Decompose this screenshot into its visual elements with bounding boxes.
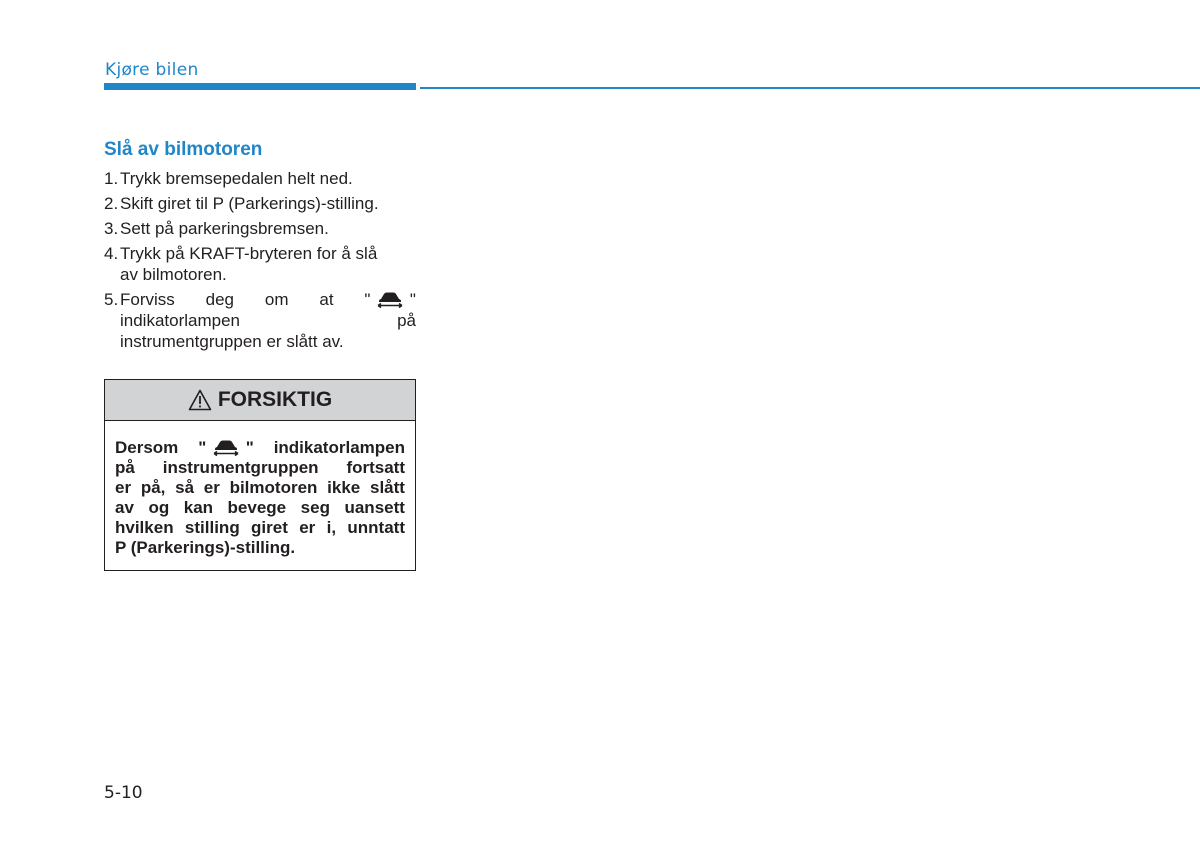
- caution-word: fortsatt: [346, 458, 405, 477]
- caution-word: er: [203, 478, 220, 497]
- caution-word: er: [115, 478, 132, 497]
- step-number: 2.: [104, 194, 119, 213]
- step-text-line: instrumentgruppen er slått av.: [120, 332, 344, 351]
- caution-box: [104, 379, 416, 571]
- section-title: Slå av bilmotoren: [104, 139, 263, 160]
- caution-title: FORSIKTIG: [217, 388, 333, 411]
- caution-line: P (Parkerings)-stilling.: [115, 538, 296, 557]
- caution-line: [115, 498, 405, 518]
- car-indicator-icon: [375, 290, 405, 308]
- caution-word: på: [115, 458, 135, 477]
- page-number: 5-10: [104, 783, 143, 803]
- caution-line: [115, 478, 405, 498]
- caution-word: og: [148, 498, 170, 517]
- warning-triangle-icon: [188, 389, 212, 411]
- step-word: på: [397, 311, 416, 330]
- step-number: 1.: [104, 169, 119, 188]
- caution-word: stilling: [184, 518, 240, 537]
- caution-word: giret: [251, 518, 288, 537]
- caution-word: instrumentgruppen: [162, 458, 319, 477]
- step-number: 4.: [104, 244, 119, 263]
- step-list: [104, 168, 416, 356]
- caution-word: i,: [326, 518, 337, 537]
- step-word: at: [319, 290, 334, 309]
- caution-header: [105, 380, 415, 421]
- caution-word: seg: [300, 498, 330, 517]
- caution-word: slått: [369, 478, 405, 497]
- caution-word: på,: [140, 478, 166, 497]
- caution-word: unntatt: [347, 518, 405, 537]
- quote-mark: ": [198, 438, 207, 457]
- step-text-line: Trykk på KRAFT-bryteren for å slå: [120, 244, 378, 263]
- car-indicator-icon: [211, 438, 241, 456]
- header-rule-thin: [420, 87, 1200, 89]
- caution-word: hvilken: [115, 518, 174, 537]
- caution-word: ikke: [327, 478, 361, 497]
- header-rule-thick: [104, 83, 416, 90]
- quote-mark: ": [409, 290, 416, 309]
- step-word: deg: [205, 290, 235, 309]
- caution-word: er: [299, 518, 316, 537]
- step-word: om: [264, 290, 289, 309]
- step-number: 3.: [104, 219, 119, 238]
- step-word: Forviss: [120, 290, 175, 309]
- caution-word: bilmotoren: [229, 478, 318, 497]
- caution-line: [115, 518, 405, 538]
- list-item: [104, 218, 416, 239]
- list-item: [104, 243, 416, 285]
- quote-mark: ": [364, 290, 371, 309]
- list-item: [104, 168, 416, 189]
- caution-word: indikatorlampen: [273, 438, 405, 457]
- caution-text: [105, 421, 415, 558]
- caution-word: bevege: [227, 498, 287, 517]
- step-word: indikatorlampen: [120, 311, 241, 330]
- step-text: Trykk bremsepedalen helt ned.: [120, 169, 353, 188]
- step-number: 5.: [104, 290, 119, 309]
- running-header: Kjøre bilen: [105, 60, 199, 80]
- caution-line: [115, 458, 405, 478]
- step-text-line: av bilmotoren.: [120, 265, 227, 284]
- quote-mark: ": [245, 438, 254, 457]
- caution-word: så: [175, 478, 195, 497]
- step-text: Sett på parkeringsbremsen.: [120, 219, 329, 238]
- caution-word: Dersom: [115, 438, 179, 457]
- caution-word: uansett: [344, 498, 405, 517]
- step-text: Skift giret til P (Parkerings)-stilling.: [120, 194, 379, 213]
- caution-word: kan: [183, 498, 214, 517]
- list-item: [104, 193, 416, 214]
- caution-word: av: [115, 498, 134, 517]
- list-item: [104, 289, 416, 352]
